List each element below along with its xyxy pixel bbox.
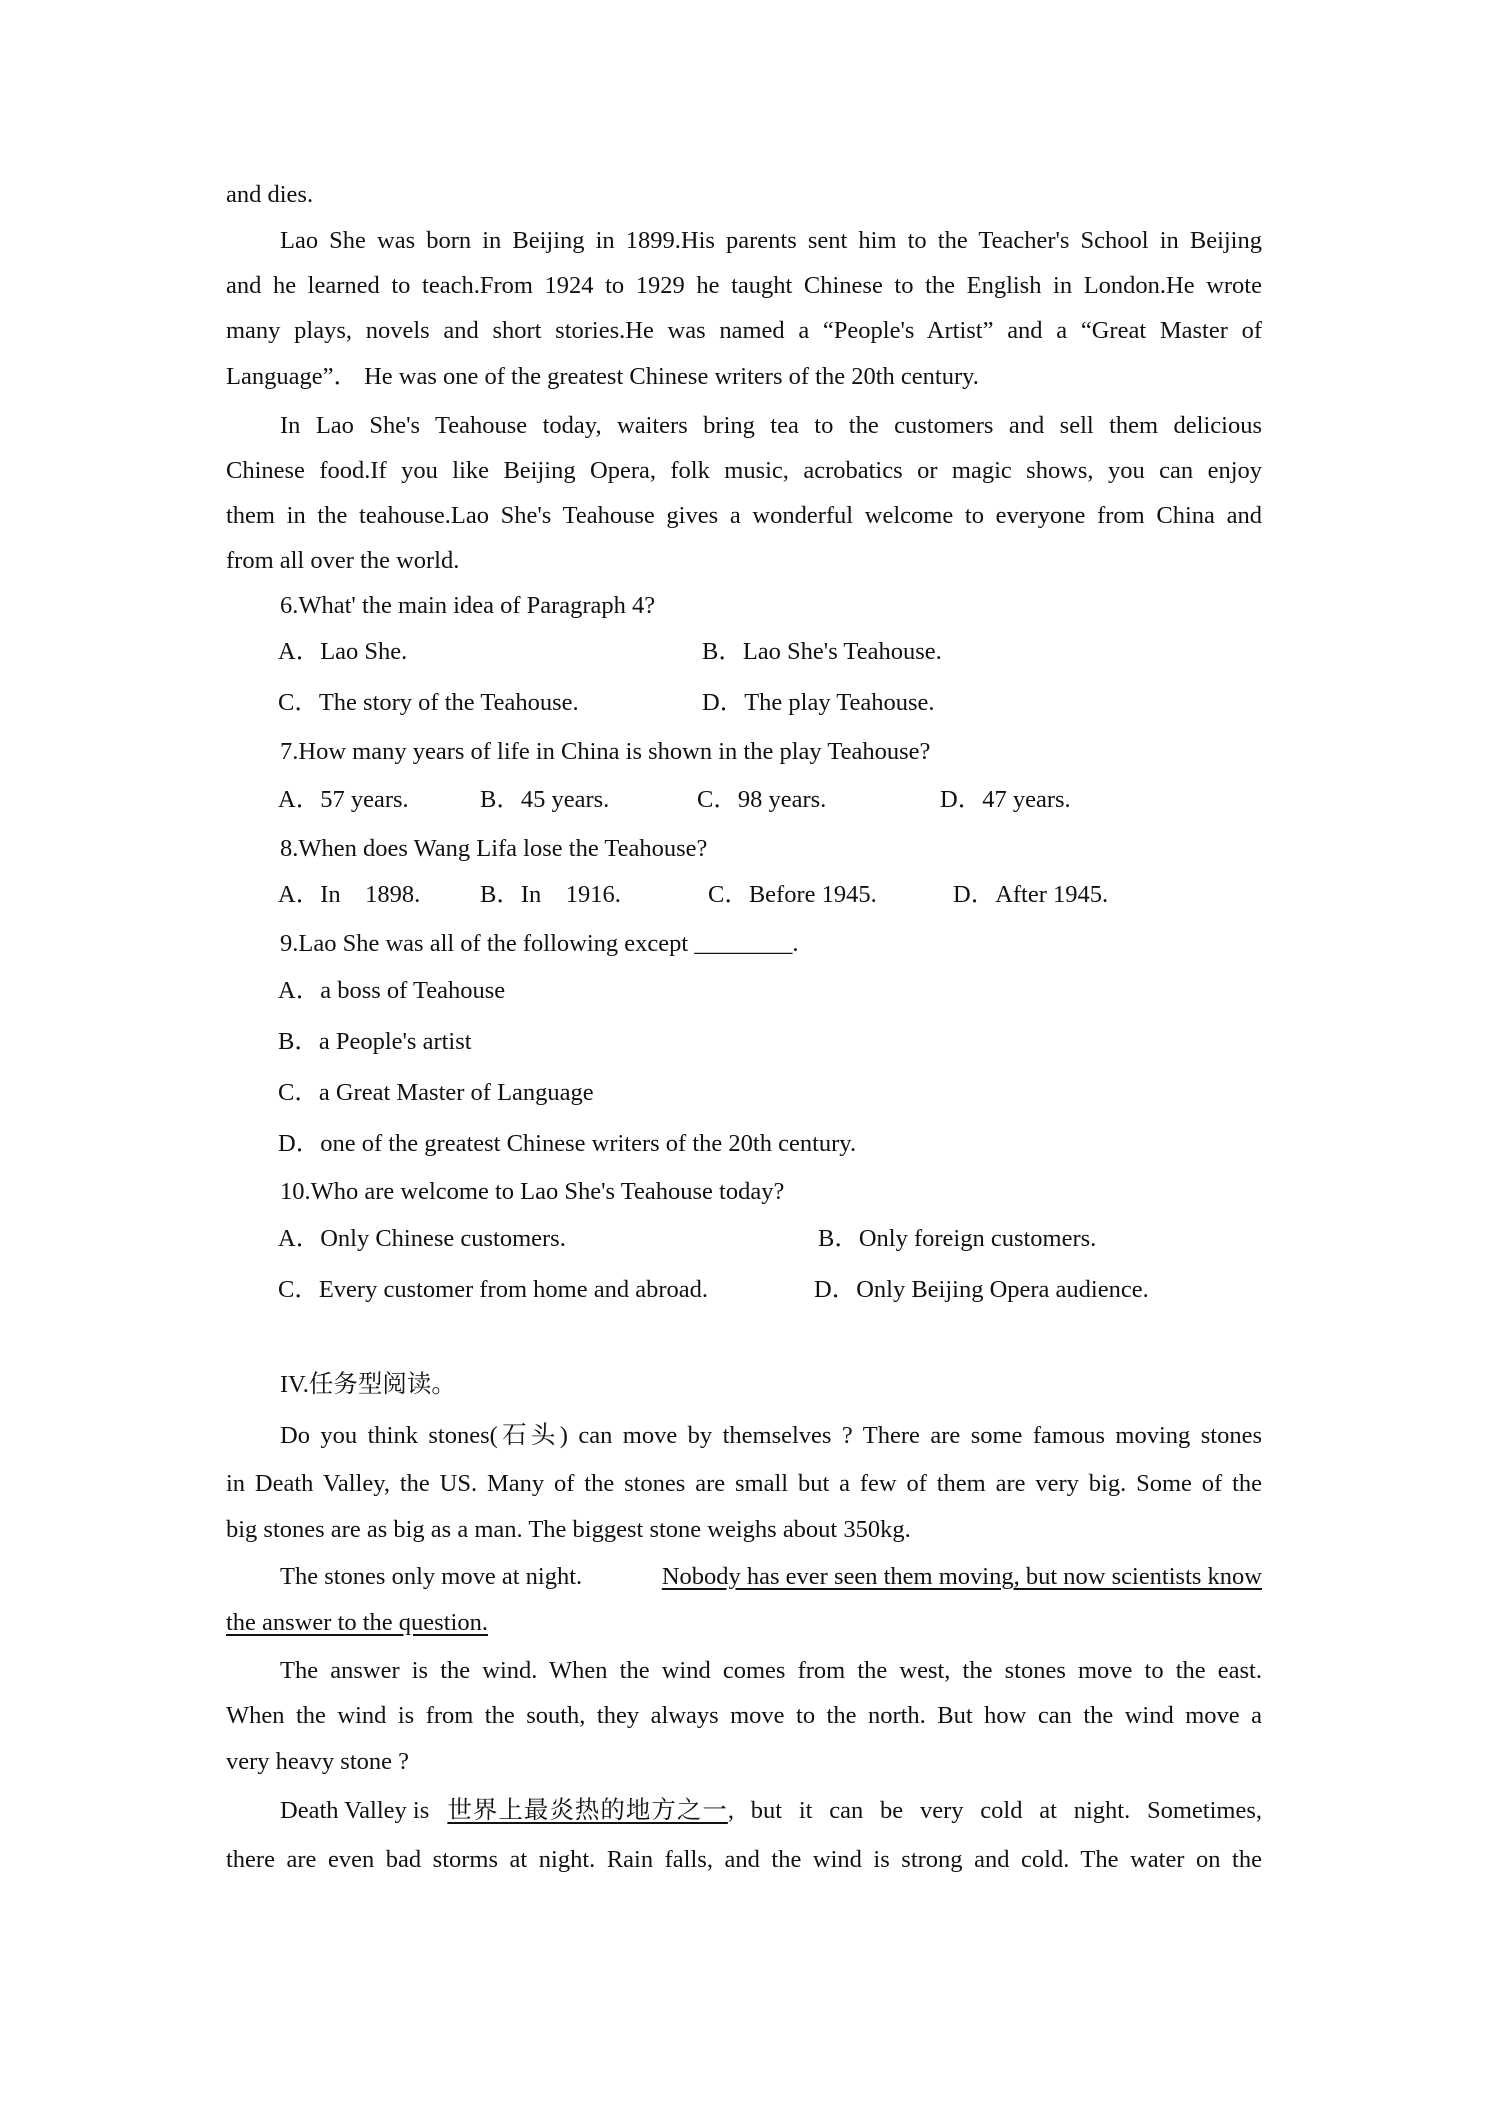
passage-tail: and dies. bbox=[226, 181, 314, 208]
para-lao-she-line-2: and he learned to teach.From 1924 to 1929 he taught Chinese to the English in London.He wrote bbox=[226, 272, 1262, 299]
para-teahouse-line-3: them in the teahouse.Lao She's Teahouse gives a wonderful welcome to everyone from China and bbox=[226, 502, 1262, 529]
stones-para-3-line-3: very heavy stone ? bbox=[226, 1748, 409, 1775]
question-10-stem: 10.Who are welcome to Lao She's Teahouse today? bbox=[280, 1178, 785, 1205]
stones-para-4-start: Death Valley is bbox=[280, 1797, 436, 1824]
question-8-option-a[interactable]: A．In 1898. bbox=[278, 881, 421, 908]
question-9-option-b[interactable]: B．a People's artist bbox=[278, 1028, 472, 1055]
stones-para-4-rest: , but it can be very cold at night. Sometimes, bbox=[727, 1797, 1262, 1824]
question-6-option-d[interactable]: D．The play Teahouse. bbox=[702, 689, 935, 716]
question-9-option-a[interactable]: A．a boss of Teahouse bbox=[278, 977, 506, 1004]
question-8-option-d[interactable]: D．After 1945. bbox=[953, 881, 1109, 908]
stones-para-4-underlined-chinese: 世界上最炎热的地方之一 bbox=[447, 1797, 728, 1824]
question-8-stem: 8.When does Wang Lifa lose the Teahouse? bbox=[280, 835, 708, 862]
stones-para-1-line-3: big stones are as big as a man. The biggest stone weighs about 350kg. bbox=[226, 1516, 911, 1543]
stones-para-2-line-1 bbox=[280, 1562, 1262, 1592]
stones-para-4-line-2: there are even bad storms at night. Rain falls, and the wind is strong and cold. The water on the bbox=[226, 1846, 1262, 1873]
stones-para-3-line-1: The answer is the wind. When the wind comes from the west, the stones move to the east. bbox=[280, 1657, 1262, 1684]
question-7-option-a[interactable]: A．57 years. bbox=[278, 786, 409, 813]
stones-para-4-line-1 bbox=[280, 1796, 1262, 1826]
question-8-option-c[interactable]: C．Before 1945. bbox=[708, 881, 877, 908]
stones-para-2-plain: The stones only move at night. bbox=[280, 1563, 589, 1590]
question-10-option-b[interactable]: B．Only foreign customers. bbox=[818, 1225, 1097, 1252]
question-10-option-a[interactable]: A．Only Chinese customers. bbox=[278, 1225, 566, 1252]
stones-para-3-line-2: When the wind is from the south, they always move to the north. But how can the wind move a bbox=[226, 1702, 1262, 1729]
para-teahouse-line-2: Chinese food.If you like Beijing Opera, folk music, acrobatics or magic shows, you can enjoy bbox=[226, 457, 1262, 484]
question-7-option-d[interactable]: D．47 years. bbox=[940, 786, 1071, 813]
question-9-option-c[interactable]: C．a Great Master of Language bbox=[278, 1079, 594, 1106]
question-10-option-c[interactable]: C．Every customer from home and abroad. bbox=[278, 1276, 708, 1303]
question-10-option-d[interactable]: D．Only Beijing Opera audience. bbox=[814, 1276, 1149, 1303]
stones-para-2-line-2 bbox=[226, 1608, 1262, 1638]
para-lao-she-line-1: Lao She was born in Beijing in 1899.His parents sent him to the Teacher's School in Beijing bbox=[280, 227, 1262, 254]
question-9-option-d[interactable]: D．one of the greatest Chinese writers of the 20th century. bbox=[278, 1130, 857, 1157]
question-9-stem: 9.Lao She was all of the following except ________. bbox=[280, 930, 799, 957]
section-iv-heading: IV.任务型阅读。 bbox=[280, 1371, 456, 1398]
question-7-option-c[interactable]: C．98 years. bbox=[697, 786, 827, 813]
question-7-stem: 7.How many years of life in China is shown in the play Teahouse? bbox=[280, 738, 931, 765]
question-6-option-c[interactable]: C．The story of the Teahouse. bbox=[278, 689, 579, 716]
question-6-stem: 6.What' the main idea of Paragraph 4? bbox=[280, 592, 656, 619]
para-lao-she-line-4: Language”． He was one of the greatest Chinese writers of the 20th century. bbox=[226, 363, 979, 390]
para-lao-she-line-3: many plays, novels and short stories.He was named a “People's Artist” and a “Great Master of bbox=[226, 317, 1262, 344]
question-7-option-b[interactable]: B．45 years. bbox=[480, 786, 610, 813]
stones-para-2-underlined-sentence-end: the answer to the question. bbox=[226, 1609, 488, 1636]
stones-para-1-line-2: in Death Valley, the US. Many of the stones are small but a few of them are very big. Some of the bbox=[226, 1470, 1262, 1497]
para-teahouse-line-4: from all over the world. bbox=[226, 547, 460, 574]
question-6-option-b[interactable]: B．Lao She's Teahouse. bbox=[702, 638, 942, 665]
stones-para-2-underlined-sentence: Nobody has ever seen them moving, but now scientists know bbox=[661, 1563, 1262, 1590]
question-6-option-a[interactable]: A．Lao She. bbox=[278, 638, 408, 665]
stones-para-1-line-1: Do you think stones(石头) can move by themselves ? There are some famous moving stones bbox=[280, 1422, 1262, 1449]
para-teahouse-line-1: In Lao She's Teahouse today, waiters bring tea to the customers and sell them delicious bbox=[280, 412, 1262, 439]
question-8-option-b[interactable]: B．In 1916. bbox=[480, 881, 621, 908]
